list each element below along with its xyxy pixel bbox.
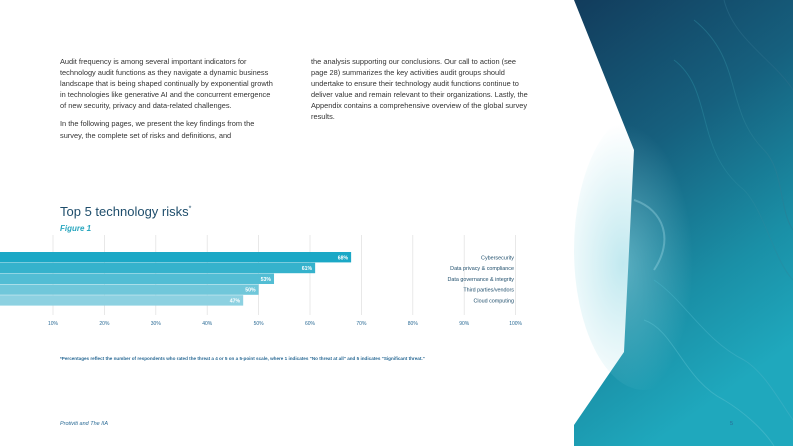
x-tick-label: 90% — [459, 321, 470, 327]
bar — [0, 284, 259, 294]
x-tick-label: 10% — [47, 321, 59, 327]
body-column-left — [60, 56, 278, 148]
bar — [0, 274, 274, 284]
figure-title-marker: * — [188, 205, 192, 213]
body-paragraph: In the following pages, we present the key findings from the survey, the complete set of risks and definitions, and — [60, 119, 255, 140]
figure-subtitle: Figure 1 — [60, 224, 92, 233]
x-tick-label: 20% — [99, 321, 110, 327]
figure-title-text: Top 5 technology risks — [60, 204, 189, 219]
bar-value-label: 53% — [260, 276, 272, 283]
category-label: Third parties/vendors — [463, 287, 514, 294]
x-tick-label: 80% — [407, 321, 418, 327]
figure-title — [60, 204, 191, 219]
category-label: Cybersecurity — [481, 255, 514, 262]
x-tick-label: 60% — [304, 321, 316, 327]
body-paragraph: the analysis supporting our conclusions. Our call to action (see page 28) summarizes the key activities audit groups should undertake to ensure their technology audit functions continue to deliver value and remain relevant to their organizations. Lastly, the Appendix contains a comprehensive overview of the global survey results. — [311, 57, 528, 122]
x-tick-label: 100% — [509, 321, 522, 327]
figure-footnote: *Percentages reflect the number of respondents who rated the threat a 4 or 5 on a 5-point scale, where 1 indicates "No threat at all" and 5 indicates "Significant threat." — [60, 356, 425, 361]
bar — [0, 252, 351, 262]
footer-publisher: Protiviti and The IIA — [60, 421, 108, 427]
risk-bar-chart — [0, 230, 560, 342]
category-label: Data privacy & compliance — [450, 266, 514, 273]
bar-value-label: 47% — [229, 298, 241, 305]
category-label: Cloud computing — [473, 298, 514, 305]
body-column-right — [311, 56, 529, 130]
decorative-side-image — [574, 0, 793, 446]
body-paragraph: Audit frequency is among several important indicators for technology audit functions as they navigate a dynamic business landscape that is being shaped continually by exponential growth in technologies like generative AI and the concurrent emergence of new security, privacy and data-related challenges. — [60, 57, 273, 111]
bar — [0, 295, 243, 305]
category-label: Data governance & integrity — [447, 276, 514, 283]
bar-value-label: 61% — [301, 266, 313, 273]
x-tick-label: 30% — [150, 321, 161, 327]
bar-value-label: 50% — [245, 287, 256, 294]
bar-value-label: 68% — [337, 255, 349, 262]
bar — [0, 263, 315, 273]
x-tick-label: 70% — [356, 321, 367, 327]
x-tick-label: 40% — [202, 321, 213, 327]
page-number: 5 — [730, 421, 734, 427]
x-tick-label: 50% — [253, 321, 264, 327]
